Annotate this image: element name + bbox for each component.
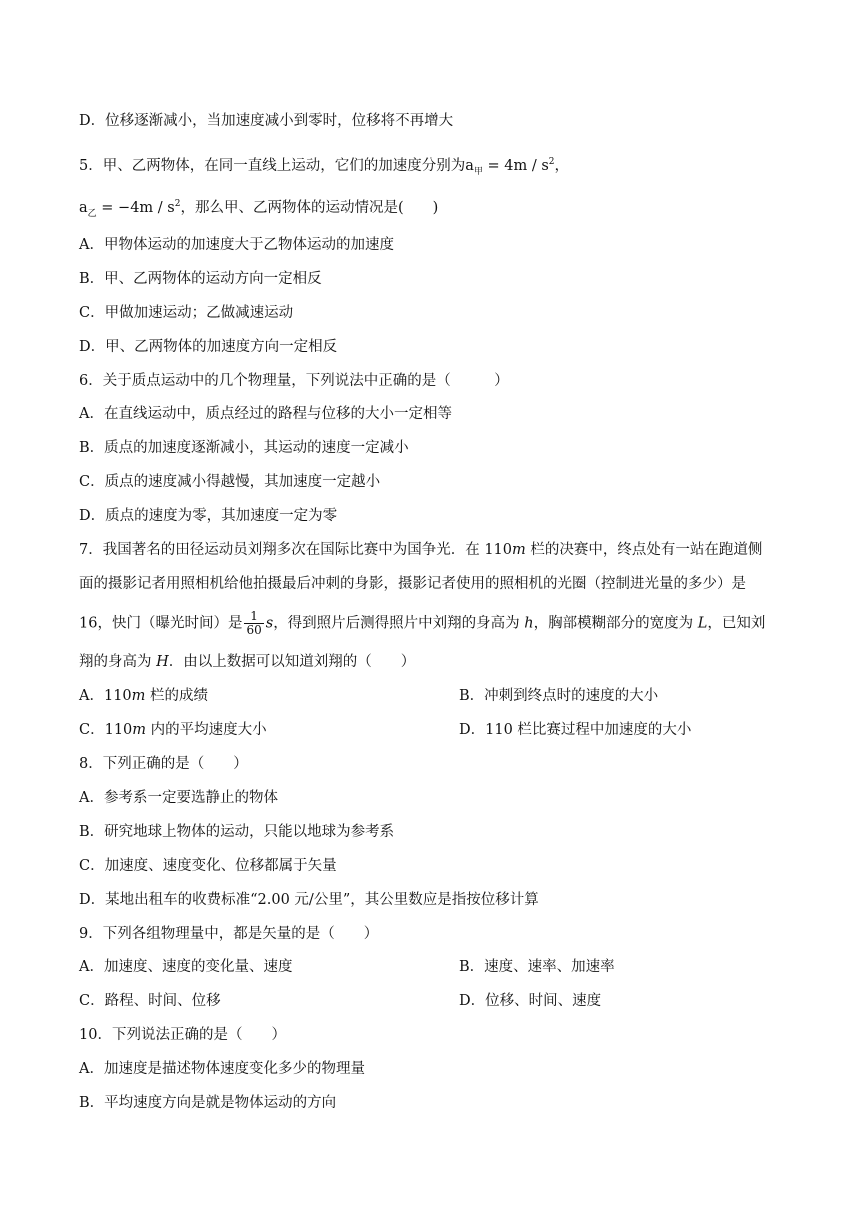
q6-option-a: A．在直线运动中，质点经过的路程与位移的大小一定相等	[79, 406, 452, 422]
q9-stem: 9．下列各组物理量中，都是矢量的是（ ）	[79, 926, 379, 942]
shutter-fraction: $\frac{1}{60}$	[246, 609, 262, 637]
q10-stem: 10．下列说法正确的是（ ）	[79, 1027, 286, 1043]
q7-stem-line3: 16，快门（曝光时间）是 $\frac{1}{60}$ s，得到照片后测得照片中刘翔的身高为 h，胸部模糊部分的宽度为 L，已知刘	[79, 609, 766, 637]
q9-options-row2	[79, 991, 800, 1011]
q8-option-c: C．加速度、速度变化、位移都属于矢量	[79, 858, 337, 874]
q7-stem-line2: 面的摄影记者用照相机给他拍摄最后冲刺的身影，摄影记者使用的照相机的光圈（控制进光量的多少）是	[79, 576, 746, 592]
q8-option-a: A．参考系一定要选静止的物体	[79, 790, 278, 806]
q8-option-d: D．某地出租车的收费标准“2.00 元/公里”，其公里数应是指按位移计算	[79, 892, 539, 908]
q8-stem: 8．下列正确的是（ ）	[79, 756, 248, 772]
q4-option-d: D．位移逐渐减小，当加速度减小到零时，位移将不再增大	[79, 113, 454, 129]
q7-option-c: C．110m 内的平均速度大小	[79, 722, 267, 738]
q6-option-c: C．质点的速度减小得越慢，其加速度一定越小	[79, 474, 381, 490]
accel-yi-formula: $a_乙 = -4m / s^2$	[79, 199, 181, 219]
accel-jia-formula: $a_甲 = 4m / s^2$	[465, 157, 555, 177]
q7-stem-line4: 翔的身高为 H．由以上数据可以知道刘翔的（ ）	[79, 654, 416, 670]
q8-option-b: B．研究地球上物体的运动，只能以地球为参考系	[79, 824, 395, 840]
q7-stem-line1: 7．我国著名的田径运动员刘翔多次在国际比赛中为国争光．在 110m 栏的决赛中，终点处有一站在跑道侧	[79, 542, 763, 558]
q10-option-b: B．平均速度方向是就是物体运动的方向	[79, 1095, 337, 1111]
q6-stem: 6．关于质点运动中的几个物理量，下列说法中正确的是（ ）	[79, 373, 509, 389]
q7-option-a: A．110m 栏的成绩	[79, 688, 209, 704]
q5-option-a: A．甲物体运动的加速度大于乙物体运动的加速度	[79, 237, 394, 253]
q6-option-d: D．质点的速度为零，其加速度一定为零	[79, 508, 338, 524]
q9-option-c: C．路程、时间、位移	[79, 993, 221, 1009]
q9-option-d: D．位移、时间、速度	[459, 993, 602, 1009]
q9-option-a: A．加速度、速度的变化量、速度	[79, 959, 293, 975]
q9-options-row1	[79, 957, 800, 977]
q7-option-d: D．110 栏比赛过程中加速度的大小	[459, 722, 692, 738]
q7-option-b: B．冲刺到终点时的速度的大小	[459, 688, 659, 704]
q5-option-b: B．甲、乙两物体的运动方向一定相反	[79, 271, 322, 287]
q5-stem-line2: $a_乙 = -4m / s^2$，那么甲、乙两物体的运动情况是( )	[79, 199, 439, 219]
q6-option-b: B．质点的加速度逐渐减小，其运动的速度一定减小	[79, 440, 409, 456]
q5-stem-line1: 5．甲、乙两物体，在同一直线上运动，它们的加速度分别为$a_甲 = 4m / s^2$，	[79, 157, 570, 177]
q7-options-row1	[79, 686, 800, 706]
q7-options-row2	[79, 720, 800, 740]
q9-option-b: B．速度、速率、加速率	[459, 959, 615, 975]
q5-option-d: D．甲、乙两物体的加速度方向一定相反	[79, 339, 338, 355]
q5-option-c: C．甲做加速运动；乙做减速运动	[79, 305, 294, 321]
q10-option-a: A．加速度是描述物体速度变化多少的物理量	[79, 1061, 365, 1077]
